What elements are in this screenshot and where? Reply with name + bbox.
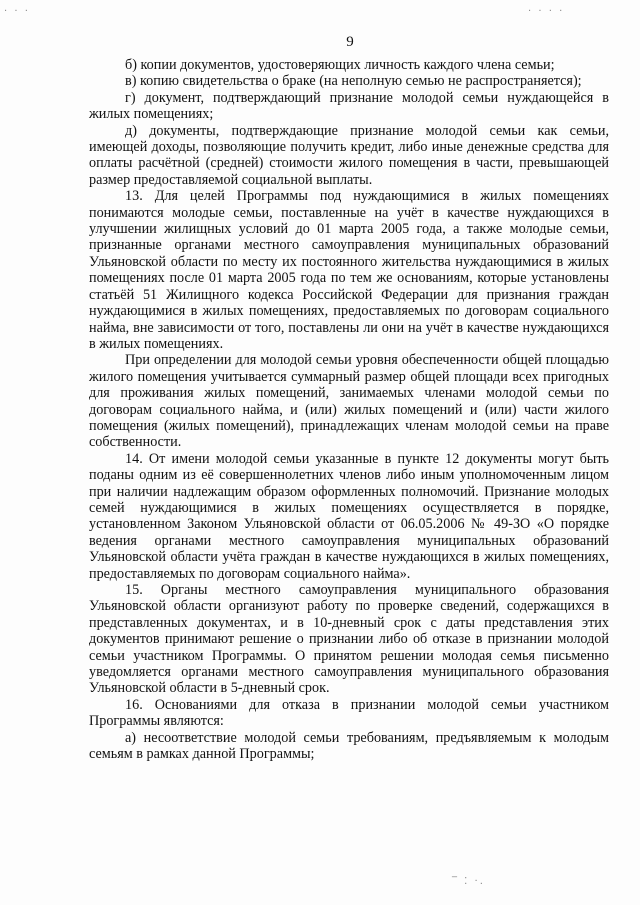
page-number: 9	[346, 34, 354, 50]
scan-artifact: ‾ ⁚ ·.	[452, 876, 485, 887]
paragraph-item-g: г) документ, подтверждающий признание молодой семьи нуждающейся в жилых помещениях;	[89, 89, 609, 123]
scan-artifact: · · · ·	[528, 6, 565, 17]
paragraph-item-b: б) копии документов, удостоверяющих личность каждого члена семьи;	[125, 57, 555, 73]
paragraph-section-14: 14. От имени молодой семьи указанные в пункте 12 документы могут быть поданы одним из её совершеннолетних членов либо иным уполномоченным лицом при наличии надлежащим образом оформленных полномочий. Признание молодых семей нуждающимися в жилых помещениях осуществляется в порядке, установленном Законом Ульяновской области от 06.05.2006 № 49-ЗО «О порядке ведения органами местного самоуправления муниципальных образований Ульяновской области учёта граждан в качестве нуждающихся в жилых помещениях, предоставляемых по договорам социального найма».	[89, 450, 609, 582]
paragraph-section-15: 15. Органы местного самоуправления муниципального образования Ульяновской области организуют работу по проверке сведений, содержащихся в представленных документах, и в 10-дневный срок с даты представления этих документов принимают решение о признании либо об отказе в признании молодой семьи участником Программы. О принятом решении молодая семья письменно уведомляется органами местного самоуправления муниципального образования Ульяновской области в 5-дневный срок.	[89, 582, 609, 697]
scan-artifact: · · ·	[4, 6, 30, 17]
paragraph-item-v: в) копию свидетельства о браке (на неполную семью не распространяется);	[125, 73, 582, 90]
document-body	[89, 57, 609, 762]
paragraph-section-16: 16. Основаниями для отказа в признании молодой семьи участником Программы являются:	[89, 696, 609, 730]
paragraph-area-calculation: При определении для молодой семьи уровня обеспеченности общей площадью жилого помещения учитывается суммарный размер общей площади всех пригодных для проживания жилых помещений, занимаемых членами молодой семьи по договорам социального найма, и (или) жилых помещений и (или) части жилого помещения (жилых помещений), принадлежащих членам молодой семьи на праве собственности.	[89, 352, 609, 451]
paragraph-section-13: 13. Для целей Программы под нуждающимися в жилых помещениях понимаются молодые семьи, поставленные на учёт в качестве нуждающихся в улучшении жилищных условий до 01 марта 2005 года, а также молодые семьи, признанные органами местного самоуправления муниципальных образований Ульяновской области по месту их постоянного жительства нуждающимися в жилых помещениях после 01 марта 2005 года по тем же основаниям, которые установлены статьёй 51 Жилищного кодекса Российской Федерации для признания граждан нуждающимися в жилых помещениях, предоставляемых по договорам социального найма, вне зависимости от того, поставлены ли они на учёт в качестве нуждающихся в жилых помещениях.	[89, 188, 609, 352]
paragraph-item-a: а) несоответствие молодой семьи требованиям, предъявляемым к молодым семьям в рамках данной Программы;	[89, 729, 609, 763]
paragraph-item-d: д) документы, подтверждающие признание молодой семьи как семьи, имеющей доходы, позволяющие получить кредит, либо иные денежные средства для оплаты расчётной (средней) стоимости жилого помещения в части, превышающей размер предоставляемой социальной выплаты.	[89, 122, 609, 188]
